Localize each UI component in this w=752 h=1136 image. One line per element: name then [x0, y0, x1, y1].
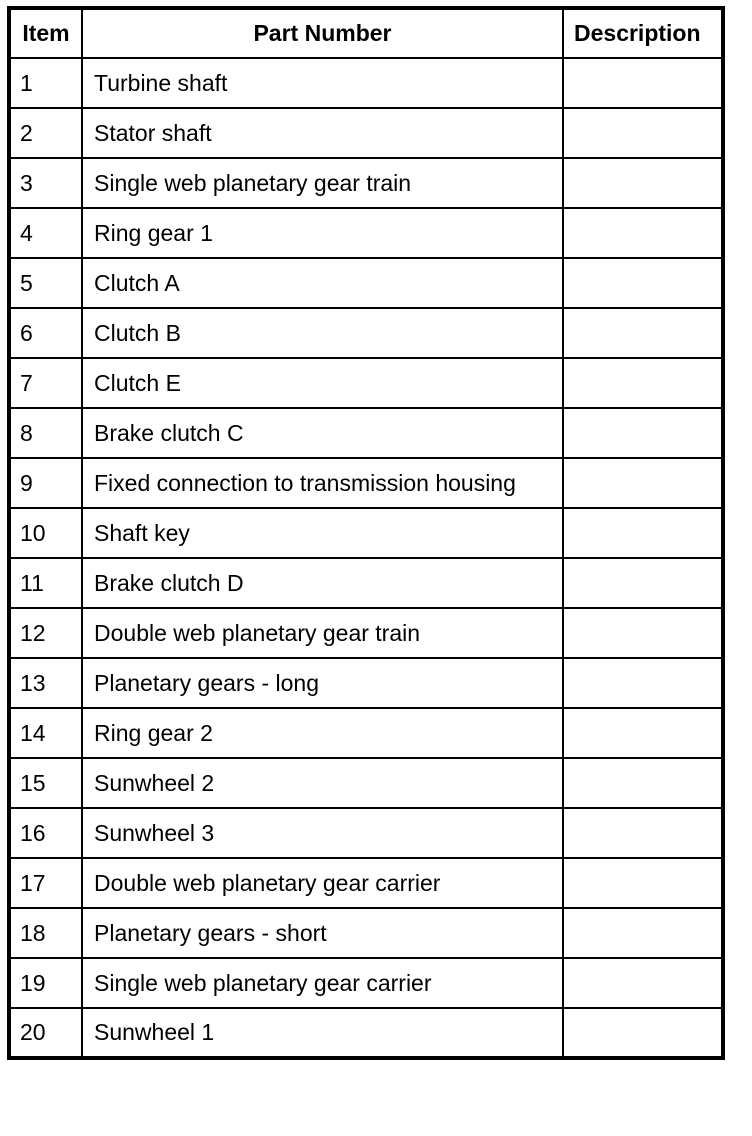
description-cell	[563, 358, 723, 408]
item-cell: 13	[9, 658, 82, 708]
part-number-cell: Planetary gears - long	[82, 658, 563, 708]
part-number-cell: Double web planetary gear carrier	[82, 858, 563, 908]
description-cell	[563, 908, 723, 958]
table-row	[9, 1008, 723, 1058]
item-cell: 10	[9, 508, 82, 558]
table-row	[9, 458, 723, 508]
table-row	[9, 58, 723, 108]
part-number-cell: Brake clutch C	[82, 408, 563, 458]
description-cell	[563, 558, 723, 608]
table-row	[9, 358, 723, 408]
part-number-cell: Turbine shaft	[82, 58, 563, 108]
description-cell	[563, 508, 723, 558]
header-part-number: Part Number	[82, 8, 563, 58]
part-number-cell: Brake clutch D	[82, 558, 563, 608]
description-cell	[563, 658, 723, 708]
table-row	[9, 608, 723, 658]
table-row	[9, 758, 723, 808]
part-number-cell: Fixed connection to transmission housing	[82, 458, 563, 508]
item-cell: 17	[9, 858, 82, 908]
description-cell	[563, 458, 723, 508]
description-cell	[563, 858, 723, 908]
table-row	[9, 308, 723, 358]
header-description: Description	[563, 8, 723, 58]
item-cell: 11	[9, 558, 82, 608]
item-cell: 7	[9, 358, 82, 408]
item-cell: 15	[9, 758, 82, 808]
description-cell	[563, 958, 723, 1008]
item-cell: 3	[9, 158, 82, 208]
part-number-cell: Double web planetary gear train	[82, 608, 563, 658]
table-row	[9, 158, 723, 208]
item-cell: 16	[9, 808, 82, 858]
description-cell	[563, 208, 723, 258]
parts-table	[7, 6, 725, 1060]
description-cell	[563, 58, 723, 108]
part-number-cell: Clutch E	[82, 358, 563, 408]
table-row	[9, 858, 723, 908]
item-cell: 20	[9, 1008, 82, 1058]
part-number-cell: Ring gear 2	[82, 708, 563, 758]
part-number-cell: Planetary gears - short	[82, 908, 563, 958]
table-row	[9, 258, 723, 308]
header-row	[9, 8, 723, 58]
part-number-cell: Sunwheel 3	[82, 808, 563, 858]
description-cell	[563, 608, 723, 658]
table-row	[9, 208, 723, 258]
item-cell: 12	[9, 608, 82, 658]
table-row	[9, 958, 723, 1008]
part-number-cell: Sunwheel 1	[82, 1008, 563, 1058]
part-number-cell: Clutch B	[82, 308, 563, 358]
table-row	[9, 108, 723, 158]
description-cell	[563, 108, 723, 158]
item-cell: 8	[9, 408, 82, 458]
description-cell	[563, 708, 723, 758]
table-row	[9, 708, 723, 758]
item-cell: 14	[9, 708, 82, 758]
table-row	[9, 808, 723, 858]
item-cell: 5	[9, 258, 82, 308]
table-row	[9, 908, 723, 958]
part-number-cell: Stator shaft	[82, 108, 563, 158]
table-row	[9, 408, 723, 458]
description-cell	[563, 408, 723, 458]
item-cell: 9	[9, 458, 82, 508]
item-cell: 1	[9, 58, 82, 108]
part-number-cell: Clutch A	[82, 258, 563, 308]
description-cell	[563, 158, 723, 208]
table-row	[9, 558, 723, 608]
item-cell: 19	[9, 958, 82, 1008]
item-cell: 18	[9, 908, 82, 958]
part-number-cell: Shaft key	[82, 508, 563, 558]
part-number-cell: Single web planetary gear train	[82, 158, 563, 208]
part-number-cell: Ring gear 1	[82, 208, 563, 258]
description-cell	[563, 808, 723, 858]
part-number-cell: Sunwheel 2	[82, 758, 563, 808]
item-cell: 4	[9, 208, 82, 258]
header-item: Item	[9, 8, 82, 58]
item-cell: 2	[9, 108, 82, 158]
part-number-cell: Single web planetary gear carrier	[82, 958, 563, 1008]
table-row	[9, 508, 723, 558]
description-cell	[563, 758, 723, 808]
description-cell	[563, 308, 723, 358]
description-cell	[563, 258, 723, 308]
item-cell: 6	[9, 308, 82, 358]
table-row	[9, 658, 723, 708]
description-cell	[563, 1008, 723, 1058]
